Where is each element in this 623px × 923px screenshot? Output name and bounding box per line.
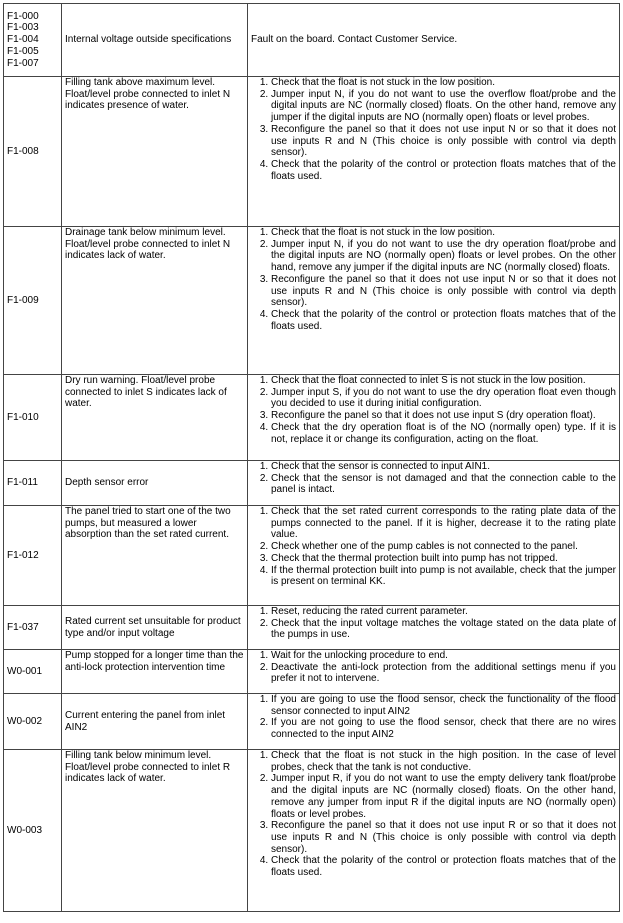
remedy-step: 2. Jumper input S, if you do not want to use the dry operation float even though you decided to use it during initial configuration. — [271, 387, 616, 410]
remedy-step: 3. Reconfigure the panel so that it does not use input N or so that it does not use inputs R and N (This choice is only possible with control via depth sensor). — [271, 274, 616, 309]
fault-remedy — [248, 77, 620, 227]
remedy-steps — [251, 375, 616, 445]
remedy-step: 2. Jumper input N, if you do not want to use the overflow float/probe and the digital inputs are NC (normally closed) floats. On the other hand, remove any jumper if the digital inputs are NO (normally open) floats or level probes. — [271, 89, 616, 124]
fault-code: F1-004 — [7, 34, 39, 46]
fault-code: W0-003 — [4, 750, 62, 912]
fault-remedy — [248, 606, 620, 650]
remedy-step: 4. If the thermal protection built into pump is not available, check that the jumper is present on terminal KK. — [271, 565, 616, 588]
remedy-step: 2. Jumper input N, if you do not want to use the dry operation float/probe and the digital inputs are NO (normally open) floats or level probes. On the other hand, remove any jumper if the digital inputs are NC (normally closed) floats. — [271, 239, 616, 274]
remedy-step: 2. Check that the input voltage matches the voltage stated on the data plate of the pumps in use. — [271, 618, 616, 641]
remedy-step: 4. Check that the polarity of the control or protection floats matches that of the floats used. — [271, 159, 616, 182]
fault-remedy — [248, 461, 620, 506]
fault-code: W0-002 — [4, 694, 62, 750]
remedy-steps — [251, 650, 616, 685]
fault-description: Current entering the panel from inlet AIN2 — [62, 694, 248, 750]
remedy-step: 1. Reset, reducing the rated current parameter. — [271, 606, 616, 618]
fault-remedy — [248, 375, 620, 461]
fault-code: W0-001 — [4, 650, 62, 694]
remedy-step: 2. Jumper input R, if you do not want to use the empty delivery tank float/probe and the digital inputs are NC (normally closed) floats. On the other hand, remove any jumper from input R if the digital inputs are NO (normally open) floats or level probes. — [271, 773, 616, 820]
fault-code-cell — [4, 4, 62, 77]
remedy-step: 1. Check that the set rated current corresponds to the rating plate data of the pumps connected to the panel. If it is higher, decrease it to the rating plate value. — [271, 506, 616, 541]
remedy-step: 2. Check whether one of the pump cables is not connected to the panel. — [271, 541, 616, 553]
fault-code: F1-008 — [4, 77, 62, 227]
remedy-step: 1. Check that the float is not stuck in the low position. — [271, 227, 616, 239]
fault-code-table — [3, 3, 620, 912]
table-row — [4, 4, 620, 77]
fault-description: Pump stopped for a longer time than the anti-lock protection intervention time — [62, 650, 248, 694]
remedy-step: 3. Reconfigure the panel so that it does not use input S (dry operation float). — [271, 410, 616, 422]
remedy-steps — [251, 506, 616, 588]
fault-remedy: Fault on the board. Contact Customer Service. — [248, 4, 620, 77]
table-row — [4, 227, 620, 375]
table-row — [4, 750, 620, 912]
fault-code: F1-003 — [7, 22, 39, 34]
remedy-step: 1. Check that the float is not stuck in the low position. — [271, 77, 616, 89]
fault-description: Internal voltage outside specifications — [62, 4, 248, 77]
remedy-steps — [251, 461, 616, 496]
table-row — [4, 694, 620, 750]
fault-code: F1-012 — [4, 506, 62, 606]
fault-remedy — [248, 506, 620, 606]
remedy-step: 4. Check that the polarity of the control or protection floats matches that of the floats used. — [271, 309, 616, 332]
fault-code: F1-000 — [7, 10, 39, 22]
fault-description: Dry run warning. Float/level probe connected to inlet S indicates lack of water. — [62, 375, 248, 461]
remedy-step: 3. Reconfigure the panel so that it does not use input N or so that it does not use inputs R and N (This choice is only possible with control via depth sensor). — [271, 124, 616, 159]
remedy-step: 2. If you are not going to use the flood sensor, check that there are no wires connected to the input AIN2 — [271, 717, 616, 740]
remedy-step: 1. Check that the sensor is connected to input AIN1. — [271, 461, 616, 473]
fault-code: F1-005 — [7, 45, 39, 57]
remedy-steps — [251, 77, 616, 182]
remedy-step: 4. Check that the polarity of the control or protection floats matches that of the floats used. — [271, 855, 616, 878]
remedy-step: 1. Check that the float connected to inlet S is not stuck in the low position. — [271, 375, 616, 387]
table-row — [4, 375, 620, 461]
fault-remedy — [248, 650, 620, 694]
fault-remedy — [248, 750, 620, 912]
remedy-steps — [251, 750, 616, 879]
fault-code: F1-009 — [4, 227, 62, 375]
fault-description: Filling tank below minimum level. Float/level probe connected to inlet R indicates lack of water. — [62, 750, 248, 912]
remedy-step: 2. Deactivate the anti-lock protection from the additional settings menu if you prefer it not to intervene. — [271, 662, 616, 685]
fault-code: F1-010 — [4, 375, 62, 461]
remedy-step: 1. Check that the float is not stuck in the high position. In the case of level probes, check that the tank is not conductive. — [271, 750, 616, 773]
fault-code: F1-037 — [4, 606, 62, 650]
table-row — [4, 461, 620, 506]
fault-description: Drainage tank below minimum level. Float/level probe connected to inlet N indicates lack of water. — [62, 227, 248, 375]
fault-description: Depth sensor error — [62, 461, 248, 506]
remedy-step: 2. Check that the sensor is not damaged and that the connection cable to the panel is intact. — [271, 473, 616, 496]
fault-remedy — [248, 227, 620, 375]
fault-description: Rated current set unsuitable for product type and/or input voltage — [62, 606, 248, 650]
fault-code: F1-007 — [7, 57, 39, 69]
table-row — [4, 506, 620, 606]
fault-description: Filling tank above maximum level. Float/level probe connected to inlet N indicates presence of water. — [62, 77, 248, 227]
table-row — [4, 77, 620, 227]
remedy-steps — [251, 606, 616, 641]
remedy-step: 3. Reconfigure the panel so that it does not use input R or so that it does not use inputs R and N (This choice is only possible with control via depth sensor). — [271, 820, 616, 855]
remedy-steps — [251, 227, 616, 332]
fault-code: F1-011 — [4, 461, 62, 506]
table-row — [4, 650, 620, 694]
remedy-step: 3. Check that the thermal protection built into pump has not tripped. — [271, 553, 616, 565]
remedy-step: 1. If you are going to use the flood sensor, check the functionality of the flood sensor connected to input AIN2 — [271, 694, 616, 717]
table-row — [4, 606, 620, 650]
fault-remedy — [248, 694, 620, 750]
remedy-steps — [251, 694, 616, 741]
remedy-step: 4. Check that the dry operation float is of the NO (normally open) type. If it is not, replace it or change its configuration, acting on the float. — [271, 422, 616, 445]
fault-description: The panel tried to start one of the two pumps, but measured a lower absorption than the set rated current. — [62, 506, 248, 606]
remedy-step: 1. Wait for the unlocking procedure to end. — [271, 650, 616, 662]
